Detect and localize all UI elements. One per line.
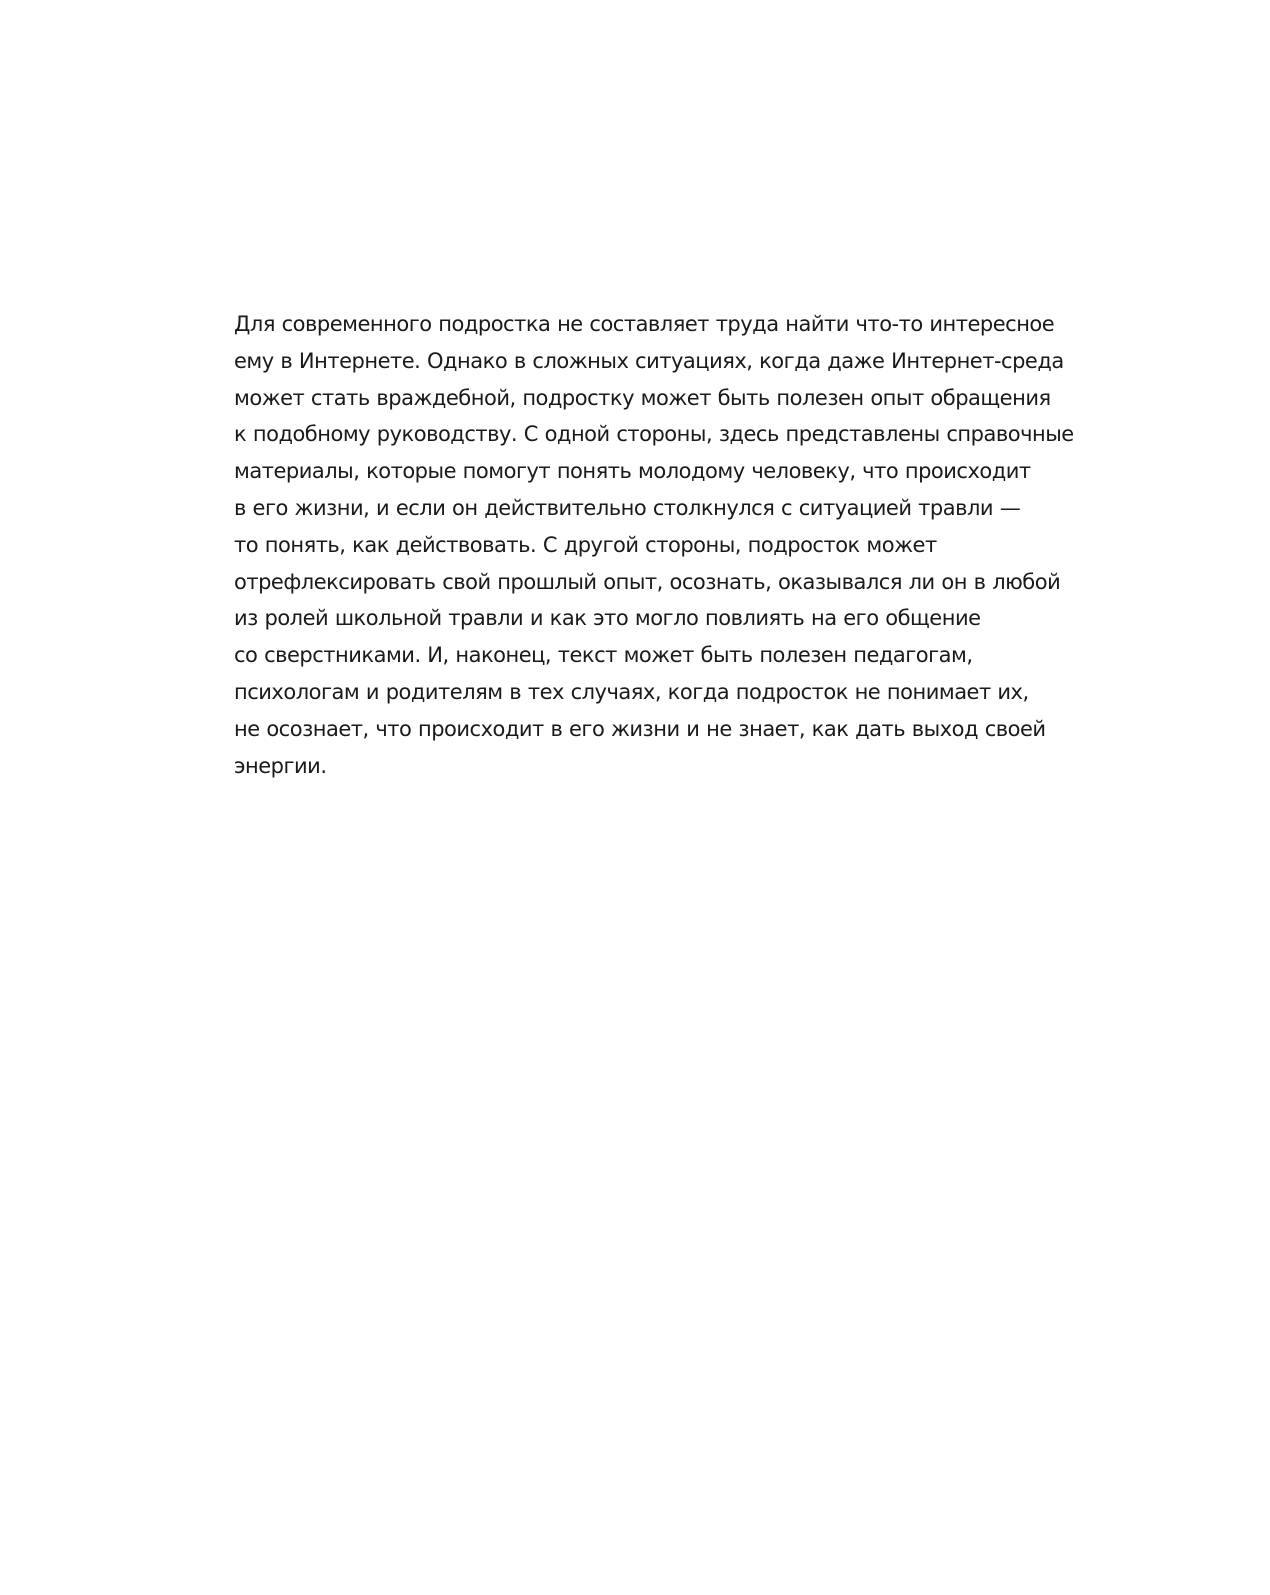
paragraph-line: в его жизни, и если он действительно столкнулся с ситуацией травли — (234, 495, 1021, 520)
paragraph-line: может стать враждебной, подростку может быть полезен опыт обращения (234, 385, 1051, 410)
paragraph-line: материалы, которые помогут понять молодому человеку, что происходит (234, 459, 1031, 484)
paragraph-line: то понять, как действовать. С другой стороны, подросток может (234, 532, 937, 557)
paragraph-line: Для современного подростка не составляет труда найти что-то интересное (234, 312, 1055, 336)
paragraph-line: психологам и родителям в тех случаях, когда подросток не понимает их, (234, 679, 1029, 704)
paragraph-line: ему в Интернете. Однако в сложных ситуациях, когда даже Интернет-среда (234, 348, 1064, 373)
paragraph-line: не осознает, что происходит в его жизни и не знает, как дать выход своей (234, 716, 1046, 741)
paragraph-line: отрефлексировать свой прошлый опыт, осознать, оказывался ли он в любой (234, 569, 1061, 594)
paragraph-line: со сверстниками. И, наконец, текст может быть полезен педагогам, (234, 643, 973, 668)
body-paragraph (234, 306, 1074, 784)
paragraph-line: энергии. (234, 753, 327, 778)
paragraph-line: из ролей школьной травли и как это могло повлиять на его общение (234, 606, 981, 631)
paragraph-line: к подобному руководству. С одной стороны, здесь представлены справочные (234, 422, 1074, 447)
